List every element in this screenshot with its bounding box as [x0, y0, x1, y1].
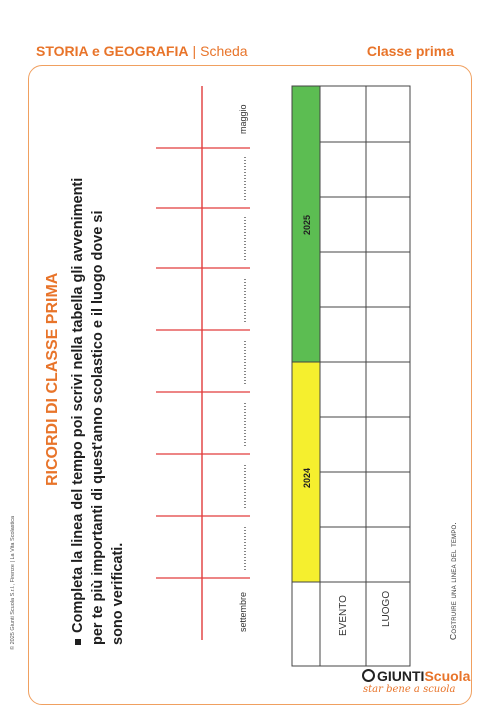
logo-brand	[362, 668, 470, 684]
logo-brand-a: GIUNTI	[377, 668, 425, 684]
year-label-2025: 2025	[302, 214, 312, 235]
row-label-evento: EVENTO	[338, 595, 349, 636]
subject-label: STORIA e GEOGRAFIA	[36, 43, 189, 59]
sheet-type: Scheda	[200, 43, 248, 59]
worksheet-title: RICORDI DI CLASSE PRIMA	[44, 272, 61, 486]
copyright-note: © 2025 Giunti Scuola S.r.l., Firenze | La Vita Scolastica	[10, 515, 16, 650]
logo-tagline: star bene a scuola	[363, 684, 456, 695]
instruction-body: Completa la linea del tempo poi scrivi nella tabella gli avvenimenti per te più importanti di quest'anno scolastico e il luogo dove si sono verificati.	[70, 177, 126, 645]
logo-g-icon	[362, 669, 375, 682]
header-separator: |	[192, 43, 197, 59]
class-label: Classe prima	[366, 43, 454, 59]
timeline-start-label: settembre	[238, 591, 248, 632]
task-caption: Costruire una linea del tempo.	[448, 522, 458, 640]
logo-brand-b: Scuola	[424, 668, 471, 684]
year-label-2024: 2024	[302, 467, 312, 488]
row-label-luogo: LUOGO	[381, 590, 392, 627]
timeline-end-label: maggio	[238, 104, 248, 134]
publisher-logo	[362, 668, 470, 695]
